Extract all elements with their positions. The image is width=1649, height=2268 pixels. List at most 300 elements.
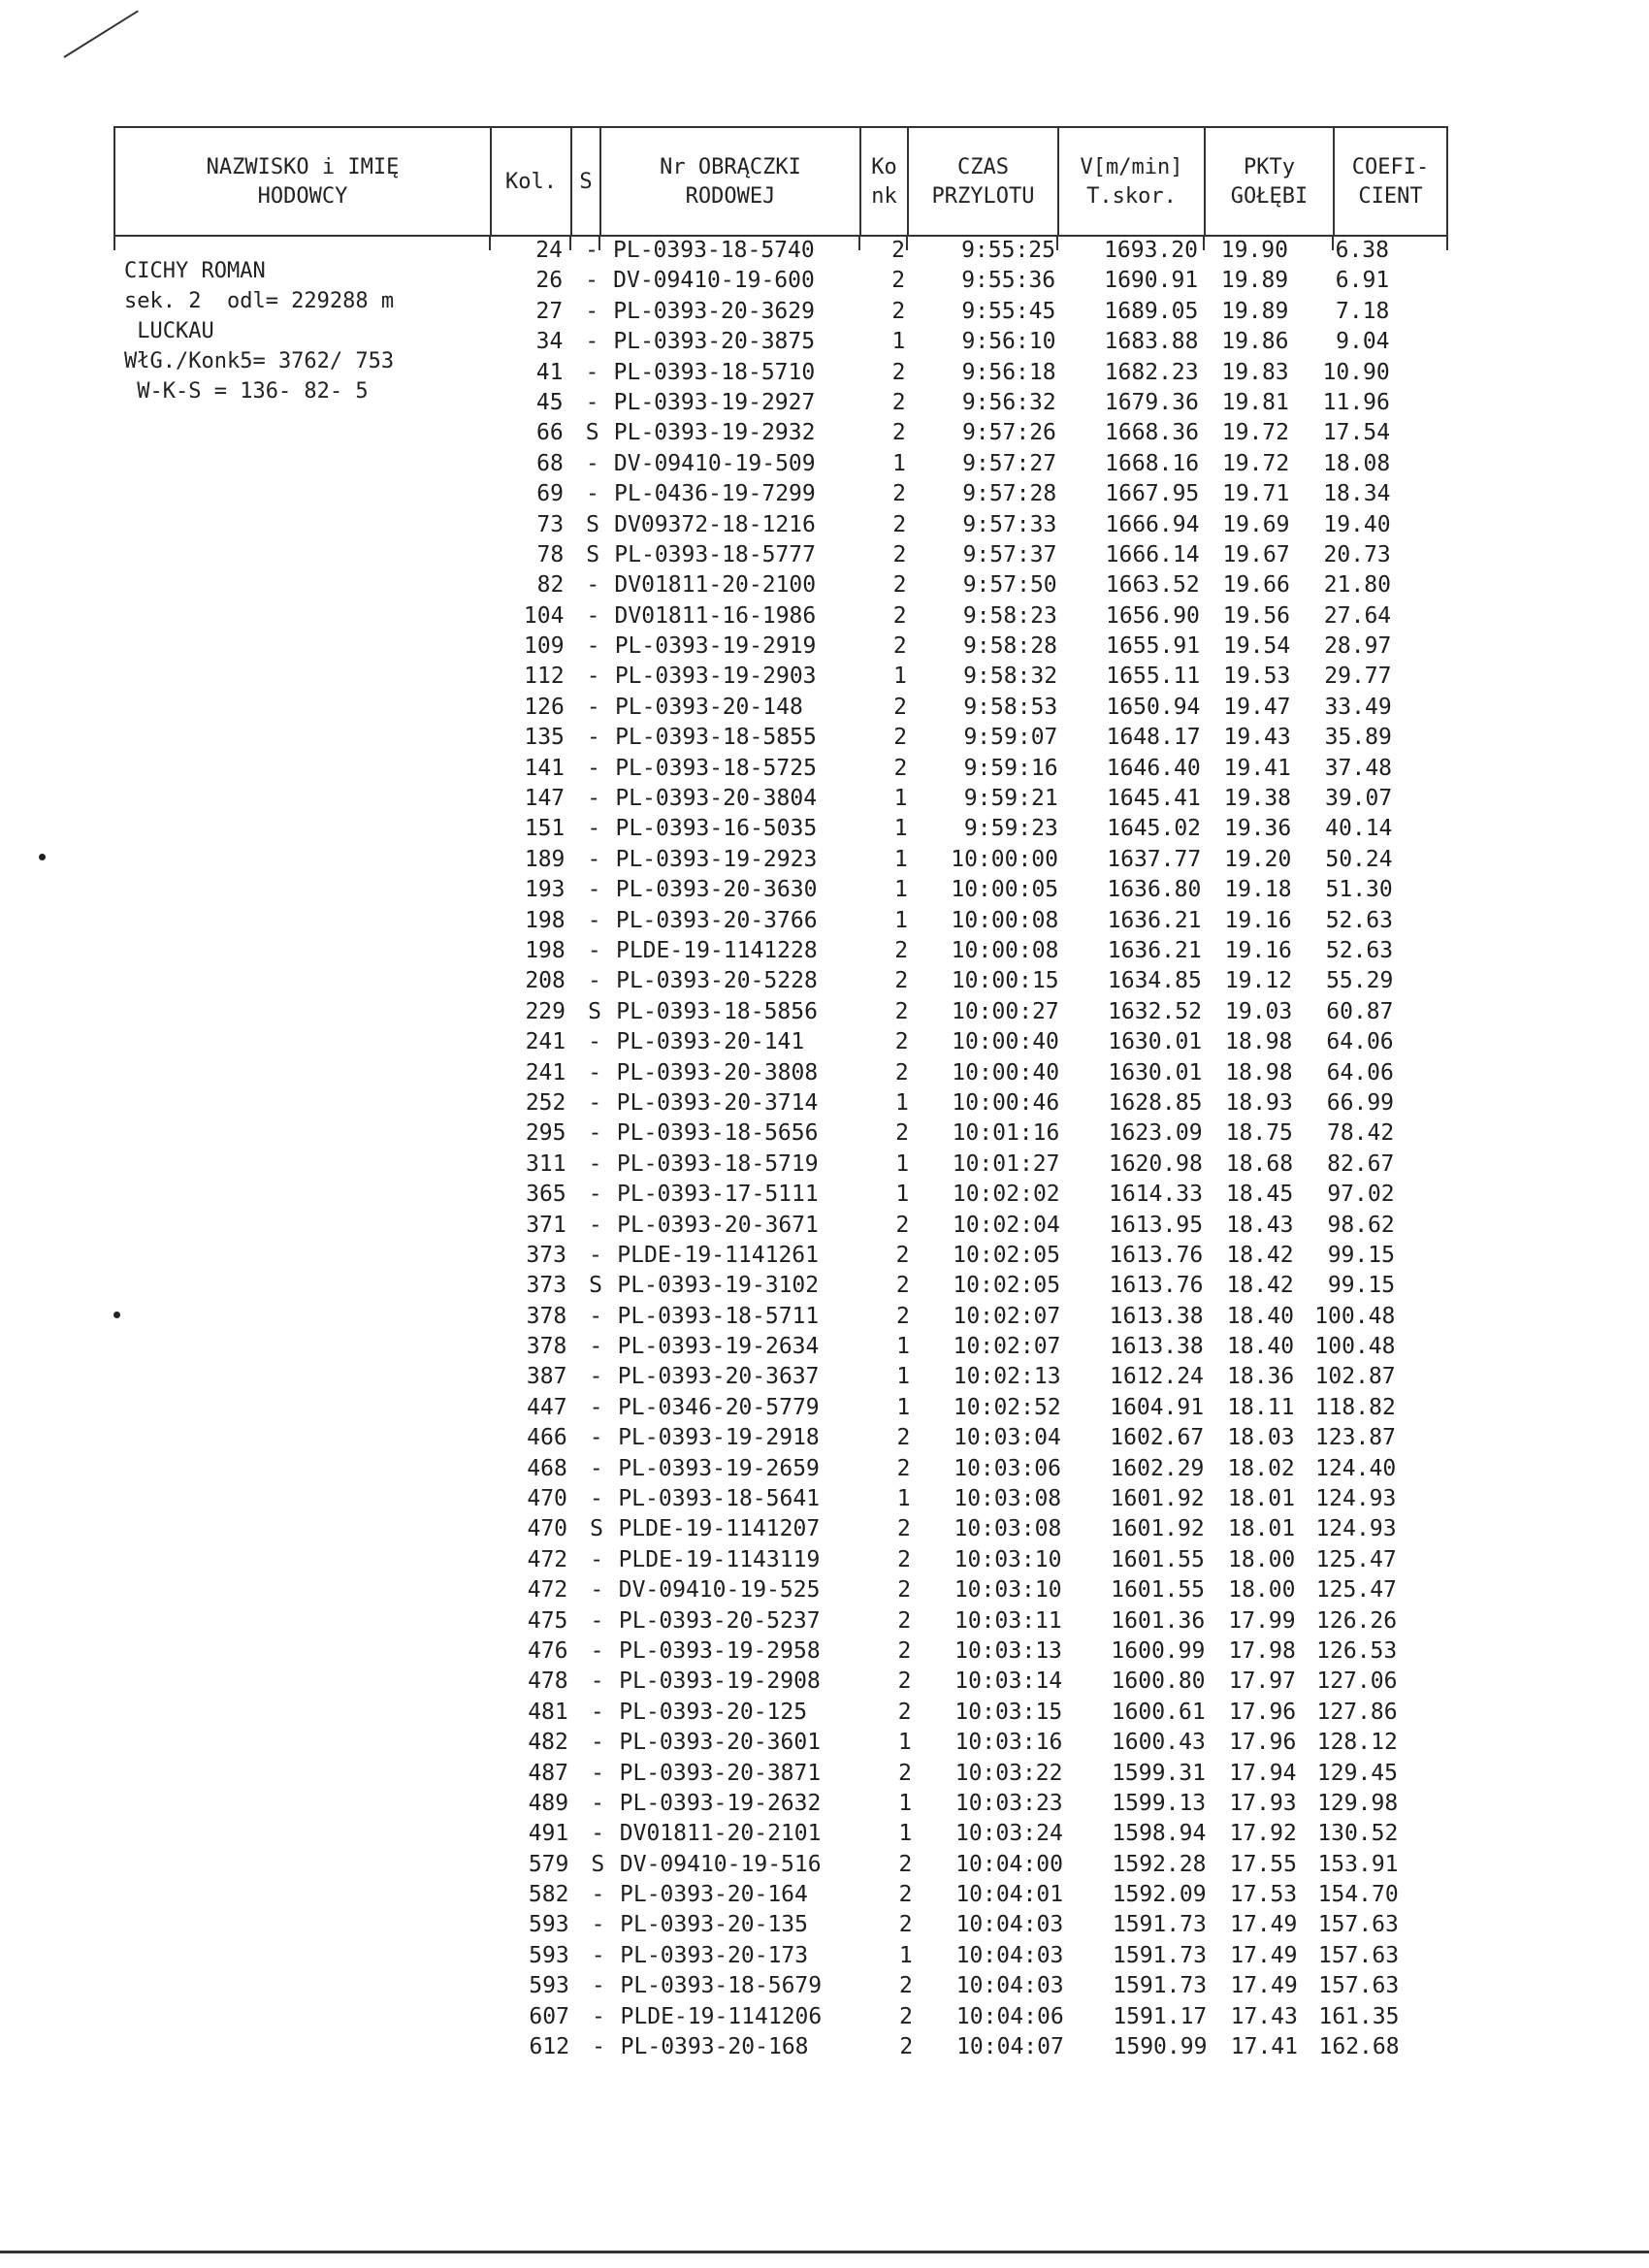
cell-ring-number: PL-0393-18-5740 [613,238,815,263]
cell-s: - [588,1150,602,1177]
cell-s: S [586,541,600,567]
cell-kol: 109 [524,633,565,660]
cell-arrival-time: 10:03:24 [955,1821,1063,1847]
pen-stroke-mark [63,10,138,57]
cell-kol: 198 [525,907,566,933]
cell-speed: 1679.36 [1104,389,1199,415]
cell-ring-number: PL-0346-20-5779 [617,1394,820,1420]
cell-points: 19.66 [1222,572,1290,599]
cell-coefficient: 28.97 [1324,633,1392,660]
cell-ring-number: PLDE-19-1141206 [620,2003,823,2029]
cell-speed: 1613.38 [1109,1303,1204,1329]
cell-speed: 1637.77 [1107,846,1202,872]
breeder-wks: W-K-S = 136- 82- 5 [124,379,369,404]
cell-ring-number: PL-0393-20-3804 [615,786,818,812]
table-row [0,449,1649,479]
cell-speed: 1591.73 [1112,1912,1207,1938]
cell-arrival-time: 10:03:16 [954,1730,1063,1756]
cell-speed: 1600.43 [1111,1730,1206,1756]
cell-konk: 2 [891,238,905,263]
cell-kol: 470 [527,1486,567,1512]
cell-ring-number: PL-0393-20-5228 [616,968,818,994]
cell-speed: 1630.01 [1108,1059,1203,1085]
cell-coefficient: 124.40 [1315,1455,1397,1481]
breeder-section-distance: sek. 2 odl= 229288 m [124,289,395,313]
cell-s: S [591,1851,605,1877]
cell-ring-number: PL-0393-19-2908 [619,1669,821,1695]
table-row [0,1211,1649,1241]
table-row [0,358,1649,388]
cell-s: - [585,268,599,294]
cell-points: 18.68 [1225,1150,1294,1177]
cell-s: - [590,1607,604,1634]
cell-coefficient: 64.06 [1326,1059,1394,1085]
cell-s: - [586,633,600,660]
cell-points: 18.93 [1225,1089,1293,1116]
cell-arrival-time: 9:57:28 [962,481,1057,507]
breeder-location: LUCKAU [124,319,214,343]
header-konk: Ko nk [861,128,909,237]
cell-points: 17.55 [1229,1851,1297,1877]
cell-kol: 475 [527,1607,568,1634]
table-row [0,510,1649,540]
cell-speed: 1601.55 [1111,1577,1206,1604]
cell-ring-number: DV09372-18-1216 [614,511,816,537]
cell-kol: 104 [523,602,565,629]
cell-points: 18.40 [1226,1303,1294,1329]
table-row [0,1728,1649,1758]
cell-speed: 1613.38 [1109,1334,1204,1360]
cell-konk: 2 [899,2034,914,2060]
cell-points: 18.01 [1227,1516,1296,1542]
cell-points: 19.12 [1224,968,1293,994]
cell-arrival-time: 10:00:08 [951,937,1059,963]
cell-coefficient: 98.62 [1327,1212,1395,1238]
cell-points: 19.86 [1221,329,1289,355]
cell-kol: 387 [526,1364,567,1390]
header-coefficient: COEFI- CIENT [1351,155,1430,209]
table-row [0,784,1649,814]
table-row [0,662,1649,692]
cell-kol: 593 [529,1912,569,1938]
table-row [0,1150,1649,1180]
header-s: S [572,128,601,237]
cell-konk: 2 [896,1516,911,1542]
cell-konk: 2 [891,359,906,385]
cell-arrival-time: 10:03:13 [954,1637,1062,1664]
cell-arrival-time: 10:02:05 [953,1242,1060,1268]
cell-arrival-time: 9:55:25 [961,238,1055,263]
cell-speed: 1628.85 [1108,1089,1203,1116]
cell-points: 17.49 [1230,1973,1298,1999]
cell-arrival-time: 10:03:06 [954,1455,1061,1481]
cell-speed: 1592.28 [1112,1851,1207,1877]
cell-konk: 2 [894,968,909,994]
cell-coefficient: 6.38 [1335,238,1389,263]
cell-arrival-time: 10:03:22 [954,1760,1063,1786]
cell-ring-number: PL-0393-18-5656 [616,1120,819,1147]
cell-speed: 1636.21 [1107,937,1202,963]
cell-points: 19.89 [1220,268,1289,294]
cell-coefficient: 127.86 [1316,1699,1398,1725]
cell-coefficient: 20.73 [1323,541,1391,567]
table-row [0,1698,1649,1728]
table-row [0,1027,1649,1057]
cell-speed: 1690.91 [1104,268,1199,294]
cell-speed: 1613.76 [1109,1273,1204,1299]
table-row [0,327,1649,357]
cell-points: 19.16 [1224,907,1292,933]
cell-points: 17.92 [1229,1821,1297,1847]
cell-kol: 365 [526,1182,566,1208]
cell-ring-number: PL-0393-20-3766 [615,907,818,933]
breeder-counts: WłG./Konk5= 3762/ 753 [124,349,395,373]
cell-coefficient: 128.12 [1316,1730,1398,1756]
cell-s: - [589,1486,603,1512]
cell-arrival-time: 10:03:11 [954,1607,1062,1634]
cell-arrival-time: 10:02:02 [952,1182,1060,1208]
cell-ring-number: PL-0393-20-3714 [616,1089,819,1116]
cell-kol: 241 [525,1029,566,1055]
cell-coefficient: 124.93 [1315,1516,1397,1542]
cell-speed: 1645.41 [1106,786,1201,812]
cell-kol: 229 [525,998,566,1024]
cell-kol: 593 [529,1973,569,1999]
cell-speed: 1636.80 [1107,877,1202,903]
cell-ring-number: PL-0393-19-2634 [617,1334,820,1360]
cell-kol: 489 [528,1790,569,1816]
cell-coefficient: 130.52 [1317,1821,1399,1847]
cell-ring-number: DV-09410-19-525 [618,1577,821,1604]
table-row [0,1759,1649,1789]
cell-ring-number: PL-0393-16-5035 [615,816,818,842]
cell-kol: 472 [527,1577,568,1604]
table-row [0,723,1649,753]
cell-speed: 1598.94 [1112,1821,1207,1847]
cell-kol: 579 [528,1851,569,1877]
cell-arrival-time: 10:04:01 [955,1882,1064,1908]
cell-kol: 311 [526,1150,566,1177]
cell-ring-number: PL-0393-19-2659 [618,1455,820,1481]
cell-kol: 371 [526,1212,566,1238]
cell-points: 17.94 [1229,1760,1297,1786]
cell-coefficient: 66.99 [1326,1089,1395,1116]
cell-arrival-time: 10:03:10 [954,1577,1062,1604]
cell-kol: 252 [525,1089,566,1116]
cell-speed: 1601.36 [1111,1607,1206,1634]
cell-kol: 26 [535,268,564,294]
cell-konk: 2 [898,1760,912,1786]
cell-kol: 82 [536,572,565,599]
cell-ring-number: DV-09410-19-509 [613,450,816,476]
cell-coefficient: 118.82 [1314,1394,1396,1420]
cell-speed: 1634.85 [1107,968,1202,994]
cell-speed: 1591.73 [1113,1942,1207,1968]
cell-coefficient: 153.91 [1317,1851,1399,1877]
cell-konk: 2 [895,1242,910,1268]
table-row [0,266,1649,296]
cell-ring-number: PL-0393-20-173 [620,1942,809,1968]
cell-speed: 1693.20 [1104,238,1198,263]
table-row [0,601,1649,632]
cell-kol: 478 [528,1669,568,1695]
cell-s: - [587,968,601,994]
cell-coefficient: 18.34 [1323,481,1391,507]
cell-konk: 2 [893,694,908,720]
cell-konk: 2 [894,1029,909,1055]
cell-arrival-time: 10:00:05 [951,877,1059,903]
cell-speed: 1666.14 [1105,541,1200,567]
cell-points: 18.40 [1226,1334,1295,1360]
cell-points: 18.00 [1228,1577,1296,1604]
cell-coefficient: 37.48 [1324,755,1393,781]
table-row [0,2002,1649,2032]
cell-kol: 447 [527,1394,567,1420]
cell-coefficient: 18.08 [1323,450,1391,476]
table-row [0,1332,1649,1362]
cell-speed: 1689.05 [1104,298,1199,324]
cell-points: 17.96 [1228,1699,1297,1725]
cell-arrival-time: 9:57:27 [962,450,1057,476]
cell-konk: 2 [892,572,907,599]
cell-kol: 69 [536,481,564,507]
cell-arrival-time: 10:02:04 [953,1212,1060,1238]
cell-coefficient: 97.02 [1327,1182,1395,1208]
cell-konk: 1 [894,1089,909,1116]
cell-s: - [589,1455,603,1481]
cell-ring-number: PL-0393-20-135 [620,1912,809,1938]
cell-s: - [589,1334,603,1360]
table-row [0,570,1649,600]
table-row [0,297,1649,327]
cell-coefficient: 9.04 [1336,329,1390,355]
cell-s: - [588,1059,602,1085]
cell-arrival-time: 10:02:13 [953,1364,1061,1390]
cell-arrival-time: 9:59:21 [963,786,1058,812]
cell-coefficient: 33.49 [1324,694,1392,720]
cell-coefficient: 40.14 [1325,816,1393,842]
cell-arrival-time: 10:02:05 [953,1273,1061,1299]
cell-arrival-time: 9:59:07 [963,725,1058,751]
cell-ring-number: DV01811-16-1986 [614,602,817,629]
cell-konk: 1 [892,450,906,476]
cell-points: 19.53 [1223,664,1291,690]
cell-kol: 378 [526,1303,567,1329]
cell-coefficient: 64.06 [1326,1029,1394,1055]
cell-speed: 1636.21 [1107,907,1202,933]
cell-konk: 2 [893,725,908,751]
cell-arrival-time: 9:55:36 [961,268,1056,294]
cell-s: - [589,1303,603,1329]
cell-konk: 2 [898,1882,913,1908]
table-row [0,1088,1649,1118]
cell-konk: 1 [895,1150,910,1177]
cell-arrival-time: 10:04:03 [955,1912,1064,1938]
cell-arrival-time: 10:02:07 [953,1334,1061,1360]
cell-speed: 1592.09 [1112,1882,1207,1908]
table-row [0,875,1649,905]
table-row [0,1058,1649,1088]
cell-konk: 1 [896,1364,911,1390]
cell-arrival-time: 9:59:23 [963,816,1058,842]
cell-points: 17.99 [1228,1607,1296,1634]
cell-s: - [589,1425,603,1451]
cell-ring-number: PL-0393-18-5856 [616,998,818,1024]
cell-s: - [591,1912,605,1938]
table-row [0,1850,1649,1880]
cell-arrival-time: 10:03:10 [954,1546,1062,1572]
cell-arrival-time: 10:03:04 [954,1425,1061,1451]
cell-arrival-time: 9:58:28 [963,633,1057,660]
cell-ring-number: PL-0393-18-5777 [614,541,817,567]
cell-coefficient: 154.70 [1317,1882,1399,1908]
cell-s: - [587,877,601,903]
cell-coefficient: 100.48 [1314,1303,1396,1329]
cell-s: S [589,1273,602,1299]
cell-speed: 1645.02 [1107,816,1202,842]
cell-ring-number: PL-0393-18-5710 [613,359,816,385]
cell-konk: 1 [898,1942,913,1968]
cell-konk: 2 [894,937,909,963]
cell-points: 19.43 [1223,725,1291,751]
cell-kol: 373 [526,1242,566,1268]
cell-kol: 34 [535,329,564,355]
cell-arrival-time: 10:00:40 [952,1059,1060,1085]
cell-points: 19.56 [1222,602,1291,629]
table-header [113,126,1448,237]
cell-points: 19.41 [1223,755,1291,781]
cell-ring-number: DV01811-20-2101 [619,1821,822,1847]
cell-konk: 1 [896,1394,911,1420]
cell-s: S [586,511,599,537]
cell-speed: 1632.52 [1108,998,1202,1024]
cell-coefficient: 125.47 [1315,1577,1397,1604]
cell-speed: 1623.09 [1108,1120,1203,1147]
cell-kol: 241 [525,1059,566,1085]
table-row [0,1971,1649,2001]
header-speed: V[m/min] T.skor. [1059,128,1206,237]
table-row [0,1302,1649,1332]
table-row [0,966,1649,996]
cell-coefficient: 126.26 [1316,1607,1398,1634]
cell-s: - [588,1029,602,1055]
cell-ring-number: PL-0393-20-3629 [613,298,815,324]
cell-kol: 27 [535,298,564,324]
cell-points: 17.43 [1230,2003,1298,2029]
cell-konk: 1 [894,907,908,933]
header-kol: Kol. [492,128,572,237]
cell-kol: 468 [527,1455,567,1481]
cell-arrival-time: 9:58:32 [963,664,1058,690]
cell-coefficient: 21.80 [1323,572,1391,599]
cell-coefficient: 27.64 [1323,602,1392,629]
cell-ring-number: PL-0393-20-3630 [615,877,818,903]
cell-s: - [586,602,600,629]
cell-ring-number: PL-0393-18-5679 [620,1973,823,1999]
cell-s: - [591,1760,604,1786]
cell-kol: 24 [535,238,563,263]
cell-kol: 73 [536,511,565,537]
cell-speed: 1591.73 [1113,1973,1208,1999]
cell-points: 17.93 [1229,1790,1297,1816]
cell-coefficient: 78.42 [1326,1120,1395,1147]
cell-konk: 2 [897,1546,911,1572]
cell-kol: 481 [528,1699,568,1725]
cell-s: - [588,1120,602,1147]
cell-kol: 66 [536,420,564,446]
cell-s: - [587,786,601,812]
header-points: PKTy GOŁĘBI [1206,128,1335,237]
cell-points: 17.96 [1229,1730,1297,1756]
cell-arrival-time: 10:04:00 [955,1851,1063,1877]
cell-coefficient: 125.47 [1315,1546,1397,1572]
cell-s: - [592,2003,605,2029]
cell-points: 17.98 [1228,1637,1296,1664]
cell-s: - [587,816,601,842]
cell-konk: 2 [897,1669,912,1695]
cell-arrival-time: 9:56:32 [961,389,1056,415]
cell-speed: 1600.80 [1111,1669,1206,1695]
cell-konk: 2 [894,1059,909,1085]
header-ring-number: Nr OBRĄCZKI RODOWEJ [601,128,861,237]
cell-kol: 189 [524,846,566,872]
cell-coefficient: 157.63 [1317,1942,1400,1968]
cell-s: - [590,1637,604,1664]
cell-speed: 1602.29 [1110,1455,1205,1481]
cell-points: 19.83 [1221,359,1289,385]
cell-speed: 1668.16 [1105,450,1200,476]
table-row [0,1789,1649,1819]
cell-points: 19.72 [1221,450,1290,476]
cell-s: S [588,998,601,1024]
table-row [0,1514,1649,1544]
cell-konk: 1 [896,1486,911,1512]
cell-arrival-time: 10:03:08 [954,1516,1062,1542]
cell-ring-number: PL-0393-18-5725 [615,755,817,781]
cell-arrival-time: 9:58:53 [963,694,1058,720]
cell-konk: 2 [897,1699,912,1725]
cell-kol: 45 [535,389,564,415]
cell-ring-number: PL-0393-20-3637 [617,1364,820,1390]
cell-points: 19.20 [1224,846,1292,872]
cell-points: 18.45 [1226,1182,1294,1208]
cell-ring-number: PL-0393-18-5641 [618,1486,821,1512]
cell-arrival-time: 10:00:15 [951,968,1059,994]
cell-speed: 1683.88 [1104,329,1199,355]
table-row [0,1910,1649,1940]
header-arrival-time: CZAS PRZYLOTU [909,128,1059,237]
cell-points: 17.41 [1230,2034,1299,2060]
cell-coefficient: 11.96 [1322,389,1390,415]
cell-arrival-time: 10:03:14 [954,1669,1063,1695]
table-row [0,1575,1649,1605]
table-row [0,997,1649,1027]
cell-coefficient: 161.35 [1318,2003,1400,2029]
cell-konk: 2 [893,755,908,781]
cell-points: 18.02 [1227,1455,1295,1481]
cell-ring-number: PL-0393-20-164 [620,1882,808,1908]
table-row [0,479,1649,509]
cell-kol: 612 [529,2034,570,2060]
cell-coefficient: 7.18 [1335,298,1390,324]
cell-ring-number: PL-0393-18-5711 [617,1303,820,1329]
cell-konk: 2 [892,602,907,629]
table-row [0,632,1649,662]
cell-arrival-time: 10:02:52 [953,1394,1061,1420]
cell-coefficient: 17.54 [1322,420,1391,446]
cell-s: - [591,1790,605,1816]
cell-speed: 1591.17 [1113,2003,1208,2029]
